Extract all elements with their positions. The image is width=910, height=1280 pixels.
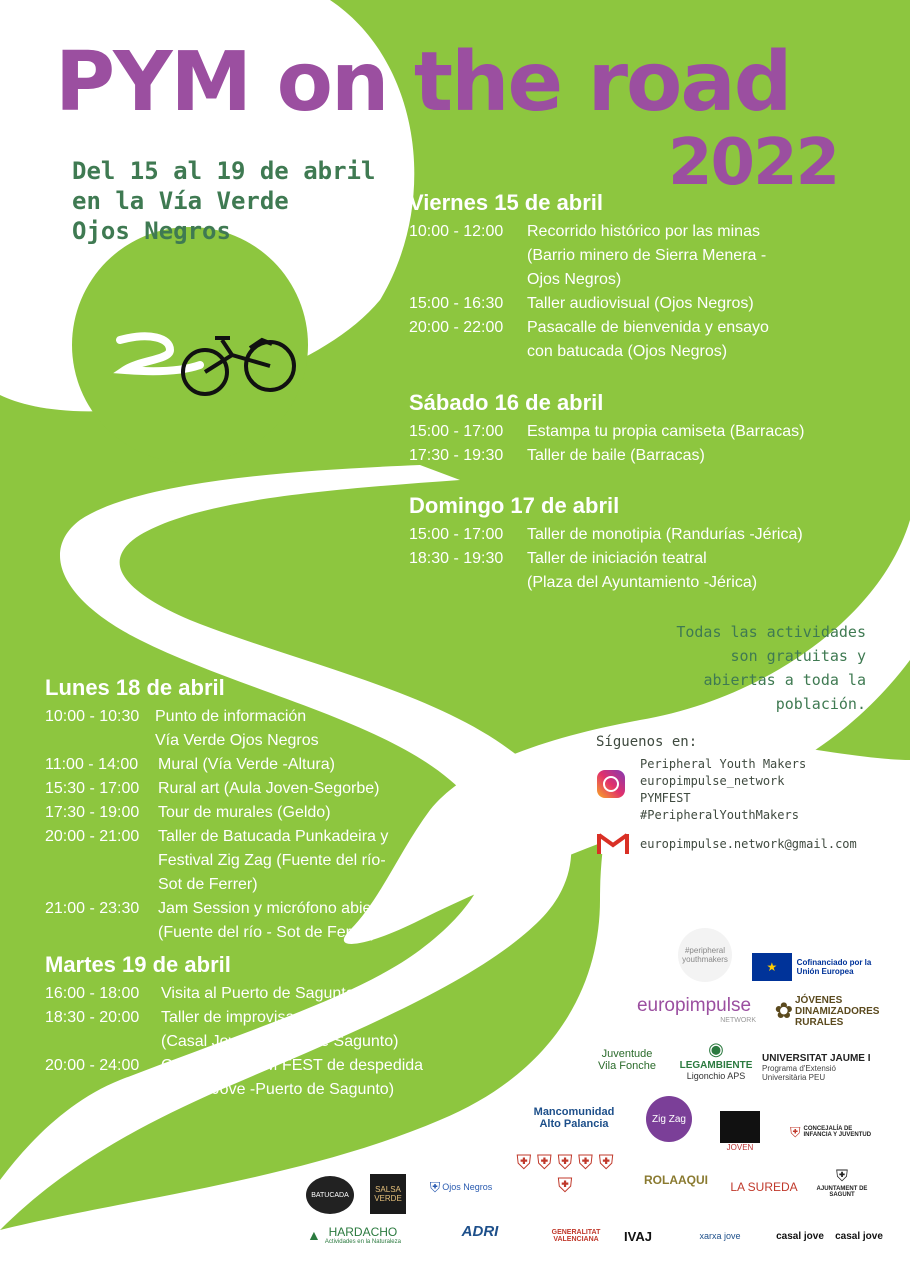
rollaaqui-text: ROLAAQUI bbox=[644, 1173, 708, 1187]
ajuntament-logo bbox=[806, 1160, 878, 1206]
poster-title: PYM on the road bbox=[55, 35, 791, 130]
schedule-activity: Estampa tu propia camiseta (Barracas) bbox=[527, 423, 805, 440]
joven-text: JOVEN bbox=[726, 1142, 754, 1152]
free-activities-note bbox=[676, 620, 866, 716]
schedule-activity: Taller de monotipia (Randurías -Jérica) bbox=[527, 526, 803, 543]
sureda-logo bbox=[730, 1172, 798, 1202]
event-dates bbox=[72, 156, 375, 246]
schedule-time: 20:00 - 24:00 bbox=[45, 1057, 140, 1074]
crest-icon: ⛨ bbox=[835, 1168, 848, 1185]
schedule-time: 17:30 - 19:30 bbox=[409, 447, 504, 464]
adri-logo bbox=[448, 1214, 512, 1248]
ivaj-logo bbox=[618, 1226, 658, 1246]
pym-logo bbox=[678, 928, 732, 982]
crest-icon: ⛨ bbox=[429, 1178, 441, 1195]
schedule-time: 15:00 - 17:00 bbox=[409, 526, 504, 543]
salsa-text: SALSA VERDE bbox=[374, 1185, 402, 1203]
day-heading: Lunes 18 de abril bbox=[45, 675, 225, 700]
casal-text: casal jove bbox=[776, 1230, 824, 1242]
day-viernes bbox=[409, 190, 769, 364]
schedule-activity: Visita al Puerto de Sagunto bbox=[161, 985, 355, 1002]
subtitle-line-2: en la Vía Verde bbox=[72, 187, 289, 215]
hardacho-text: HARDACHO bbox=[328, 1225, 398, 1239]
instagram-icon bbox=[597, 770, 625, 798]
contact-email[interactable]: europimpulse.network@gmail.com bbox=[640, 837, 857, 851]
schedule-time: 15:00 - 16:30 bbox=[409, 295, 504, 312]
zigzag-logo bbox=[646, 1096, 692, 1142]
ajuntament-text: AJUNTAMENT DE SAGUNT bbox=[816, 1186, 868, 1198]
europimpulse-sub: NETWORK bbox=[720, 1016, 756, 1024]
adri-text: ADRI bbox=[461, 1222, 499, 1240]
schedule-activity: Taller de baile (Barracas) bbox=[527, 447, 705, 464]
schedule-activity: Taller de iniciación teatral (Plaza del Ayuntamiento -Jérica) bbox=[527, 550, 758, 591]
note-line: Todas las actividades bbox=[676, 623, 866, 641]
xarxa-text: xarxa jove bbox=[699, 1231, 741, 1241]
pym-logo-text: #peripheral youthmakers bbox=[682, 946, 728, 964]
europimpulse-text: europimpulse bbox=[636, 994, 752, 1016]
day-martes bbox=[45, 952, 423, 1102]
schedule-activity: Concierto #PYM FEST de despedida (Casal Jove -Puerto de Sagunto) bbox=[161, 1057, 424, 1098]
jovenes-logo bbox=[774, 994, 880, 1028]
legambiente-logo bbox=[676, 1036, 756, 1084]
sureda-text: LA SUREDA bbox=[730, 1180, 798, 1194]
casal-jove-logo-1 bbox=[776, 1222, 824, 1250]
jovenes-text: JÓVENES DINAMIZADORES RURALES bbox=[795, 994, 880, 1028]
legambiente-icon: ◉ bbox=[708, 1039, 724, 1059]
social-accounts bbox=[640, 756, 806, 824]
uji-sub: Programa d'Extensió Universitària PEU bbox=[762, 1063, 837, 1082]
social-heading: Síguenos en: bbox=[596, 734, 698, 750]
uji-text: UNIVERSITAT JAUME I bbox=[762, 1052, 871, 1064]
subtitle-line-3: Ojos Negros bbox=[72, 217, 231, 245]
hardacho-sub: Actividades en la Naturaleza bbox=[324, 1239, 401, 1245]
joven-logo bbox=[716, 1108, 764, 1154]
schedule-activity: Mural (Vía Verde -Altura) bbox=[158, 756, 335, 773]
social-account[interactable]: PYMFEST bbox=[640, 791, 691, 805]
gmail-icon bbox=[597, 832, 629, 854]
social-account[interactable]: europimpulse_network bbox=[640, 774, 785, 788]
legambiente-text: LEGAMBIENTE bbox=[679, 1060, 753, 1071]
schedule-time: 20:00 - 22:00 bbox=[409, 319, 504, 336]
jovenes-icon: ✿ bbox=[774, 998, 793, 1023]
mountain-icon: ▲ bbox=[307, 1227, 321, 1243]
schedule-activity: Punto de información Vía Verde Ojos Negros bbox=[155, 708, 319, 749]
casal-text: casal jove bbox=[835, 1230, 883, 1242]
day-heading: Sábado 16 de abril bbox=[409, 390, 604, 415]
social-account[interactable]: Peripheral Youth Makers bbox=[640, 757, 807, 771]
ojos-negros-logo bbox=[420, 1174, 502, 1200]
ivaj-text: IVAJ bbox=[624, 1228, 652, 1244]
joven-icon bbox=[720, 1111, 760, 1143]
schedule-time: 20:00 - 21:00 bbox=[45, 828, 140, 845]
europimpulse-logo bbox=[632, 994, 756, 1024]
concejalia-text: CONCEJALÍA DE INFANCIA Y JUVENTUD bbox=[803, 1126, 872, 1138]
zigzag-text: Zig Zag bbox=[652, 1113, 686, 1125]
schedule-activity: Pasacalle de bienvenida y ensayo con batucada (Ojos Negros) bbox=[527, 319, 769, 360]
municipal-crests: ⛨ ⛨ ⛨ ⛨ ⛨ ⛨ bbox=[516, 1152, 614, 1197]
day-sabado bbox=[409, 390, 804, 468]
schedule-time: 10:00 - 12:00 bbox=[409, 223, 504, 240]
schedule-time: 21:00 - 23:30 bbox=[45, 900, 140, 917]
batucada-logo bbox=[306, 1176, 354, 1214]
day-heading: Viernes 15 de abril bbox=[409, 190, 604, 215]
schedule-time: 11:00 - 14:00 bbox=[45, 756, 139, 773]
xarxa-jove-logo bbox=[690, 1222, 750, 1250]
juventude-logo bbox=[592, 1036, 662, 1084]
schedule-activity: Rural art (Aula Joven-Segorbe) bbox=[158, 780, 380, 797]
eu-logo bbox=[752, 952, 876, 982]
ojos-negros-text: Ojos Negros bbox=[442, 1182, 493, 1192]
uji-logo bbox=[762, 1046, 878, 1088]
gva-logo bbox=[544, 1222, 608, 1250]
salsa-verde-logo bbox=[370, 1174, 406, 1214]
hardacho-texts bbox=[325, 1225, 401, 1245]
eu-flag-icon: ★ bbox=[752, 953, 792, 981]
day-domingo bbox=[409, 493, 803, 595]
day-lunes bbox=[45, 675, 390, 945]
poster-year: 2022 bbox=[668, 126, 839, 200]
schedule-time: 15:00 - 17:00 bbox=[409, 423, 504, 440]
schedule-time: 18:30 - 19:30 bbox=[409, 550, 504, 567]
eu-text: Cofinanciado por la Unión Europea bbox=[796, 958, 872, 976]
note-line: son gratuitas y bbox=[730, 647, 866, 665]
juventude-text: Juventude Vila Fonche bbox=[598, 1048, 656, 1072]
hardacho-logo bbox=[286, 1222, 422, 1248]
day-heading: Martes 19 de abril bbox=[45, 952, 231, 977]
note-line: población. bbox=[775, 695, 866, 713]
subtitle-line-1: Del 15 al 19 de abril bbox=[72, 157, 376, 185]
social-account[interactable]: #PeripheralYouthMakers bbox=[640, 808, 799, 822]
day-heading: Domingo 17 de abril bbox=[409, 493, 620, 518]
schedule-activity: Taller de improvisación teatral (Casal Jove - Puerto de Sagunto) bbox=[161, 1009, 399, 1050]
note-line: abiertas a toda la bbox=[703, 671, 866, 689]
gva-text: GENERALITAT VALENCIANA bbox=[551, 1229, 601, 1243]
casal-jove-logo-2 bbox=[834, 1222, 884, 1250]
schedule-time: 16:00 - 18:00 bbox=[45, 985, 140, 1002]
crest-icon: ⛨ bbox=[790, 1123, 801, 1140]
mancomunidad-text: Mancomunidad Alto Palancia bbox=[533, 1106, 615, 1130]
schedule-time: 18:30 - 20:00 bbox=[45, 1009, 140, 1026]
batucada-text: BATUCADA bbox=[311, 1191, 349, 1199]
schedule-time: 17:30 - 19:00 bbox=[45, 804, 140, 821]
schedule-activity: Tour de murales (Geldo) bbox=[158, 804, 331, 821]
schedule-activity: Taller audiovisual (Ojos Negros) bbox=[527, 295, 754, 312]
schedule-time: 10:00 - 10:30 bbox=[45, 708, 140, 725]
legambiente-sub: Ligonchio APS bbox=[686, 1071, 746, 1081]
schedule-activity: Taller de Batucada Punkadeira y Festival Zig Zag (Fuente del río- Sot de Ferrer) bbox=[158, 828, 389, 893]
concejalia-logo bbox=[790, 1118, 874, 1146]
mancomunidad-logo bbox=[522, 1100, 626, 1136]
schedule-activity: Recorrido histórico por las minas (Barrio minero de Sierra Menera - Ojos Negros) bbox=[527, 223, 767, 288]
schedule-activity: Jam Session y micrófono abierto (Fuente del río - Sot de Ferrer) bbox=[158, 900, 391, 941]
rollaaqui-logo bbox=[638, 1162, 714, 1198]
schedule-time: 15:30 - 17:00 bbox=[45, 780, 140, 797]
